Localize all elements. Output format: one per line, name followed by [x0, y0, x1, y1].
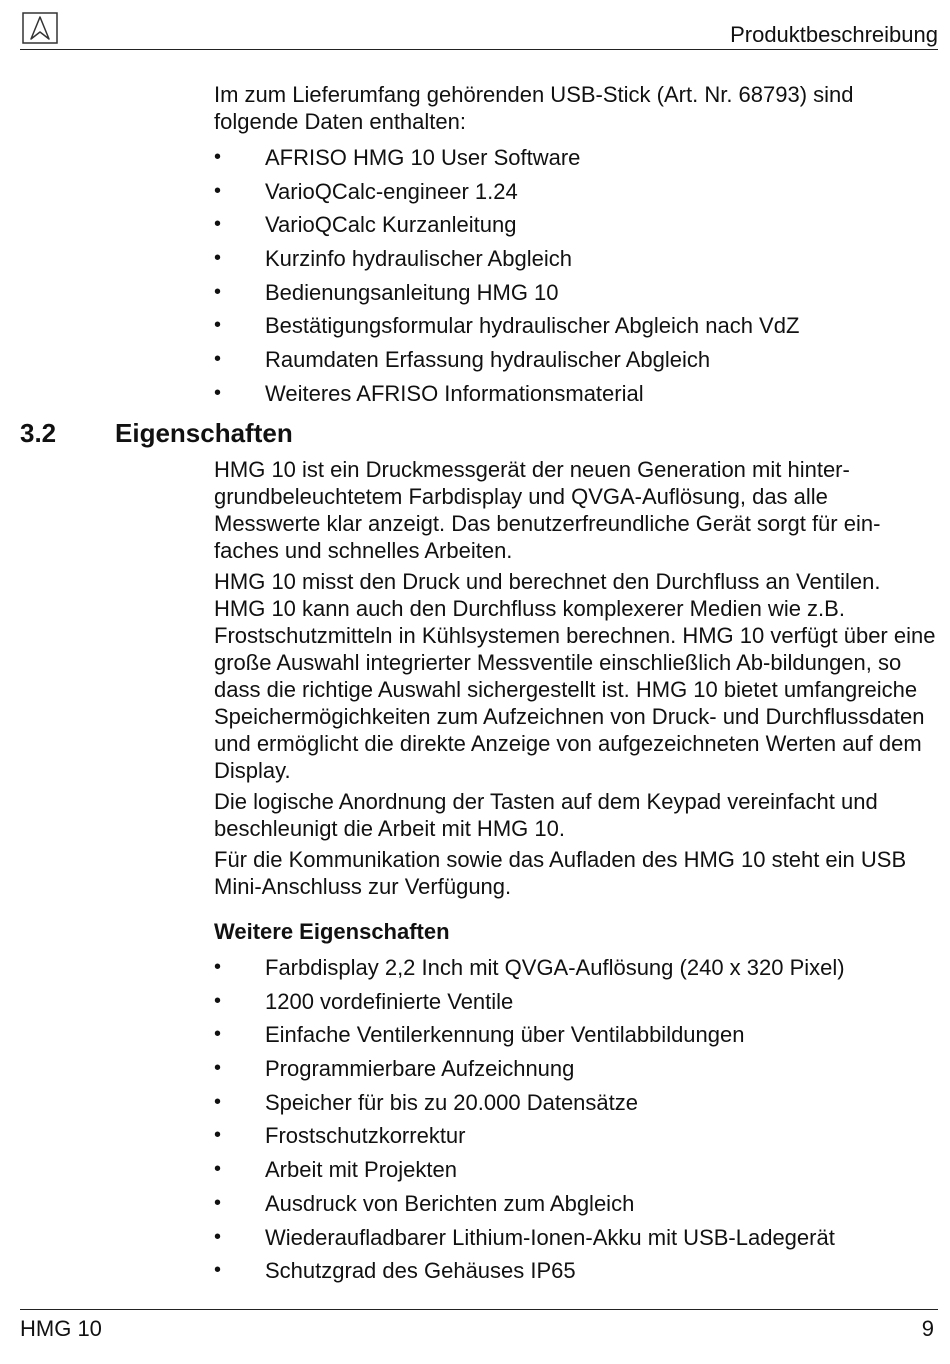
subheading: Weitere Eigenschaften [214, 919, 450, 944]
afriso-logo-icon [22, 12, 58, 44]
list-item: • Weiteres AFRISO Informationsmaterial [214, 377, 936, 411]
list-item: • Einfache Ventilerkennung über Ventilabbildungen [214, 1018, 936, 1052]
list-item: • Kurzinfo hydraulischer Abgleich [214, 242, 936, 276]
header-divider [20, 49, 938, 50]
body-paragraph: Die logische Anordnung der Tasten auf dem Keypad vereinfacht und beschleunigt die Arbeit mit HMG 10. [214, 789, 878, 841]
features-list [214, 951, 936, 1288]
list-item: • Wiederaufladbarer Lithium-Ionen-Akku mit USB-Ladegerät [214, 1221, 936, 1255]
page-number: 9 [921, 1316, 934, 1341]
list-item: • Farbdisplay 2,2 Inch mit QVGA-Auflösung (240 x 320 Pixel) [214, 951, 936, 985]
list-item: • VarioQCalc Kurzanleitung [214, 208, 936, 242]
body-paragraph: HMG 10 misst den Druck und berechnet den Durchfluss an Ventilen. HMG 10 kann auch den Durchfluss komplexerer Medien wie z.B. Frostschutzmitteln in Kühlsystemen berechnen. HMG 10 verfügt über eine große Auswahl integrierter Messventile einschließlich Ab-bildungen, so dass die richtige Auswahl sichergestellt ist. HMG 10 bietet umfangreiche Speichermögichkeiten zum Aufzeichnen von Druck- und Durchflussdaten und ermöglicht die direkte Anzeige von aufgezeichneten Werten auf dem Display. [214, 569, 936, 783]
included-data-list [214, 141, 936, 411]
footer-divider [20, 1309, 938, 1310]
list-item: • Programmierbare Aufzeichnung [214, 1052, 936, 1086]
body-paragraph: Für die Kommunikation sowie das Aufladen des HMG 10 steht ein USB Mini-Anschluss zur Verfügung. [214, 847, 907, 899]
list-item: • Schutzgrad des Gehäuses IP65 [214, 1254, 936, 1288]
list-item: • Arbeit mit Projekten [214, 1153, 936, 1187]
header-title: Produktbeschreibung [730, 22, 938, 47]
section-heading [20, 418, 293, 449]
list-item: • Ausdruck von Berichten zum Abgleich [214, 1187, 936, 1221]
list-item: • VarioQCalc-engineer 1.24 [214, 175, 936, 209]
list-item: • Speicher für bis zu 20.000 Datensätze [214, 1086, 936, 1120]
section-number: 3.2 [20, 418, 57, 448]
intro-block [214, 81, 936, 411]
list-item: • AFRISO HMG 10 User Software [214, 141, 936, 175]
list-item: • Raumdaten Erfassung hydraulischer Abgleich [214, 343, 936, 377]
section-title: Eigenschaften [115, 418, 293, 448]
list-item: • Frostschutzkorrektur [214, 1119, 936, 1153]
list-item: • Bestätigungsformular hydraulischer Abgleich nach VdZ [214, 309, 936, 343]
footer-product: HMG 10 [20, 1316, 102, 1341]
body-paragraph: HMG 10 ist ein Druckmessgerät der neuen Generation mit hinter-grundbeleuchtetem Farbdisplay und QVGA-Auflösung, das alle Messwerte klar anzeigt. Das benutzerfreundliche Gerät sorgt für ein-faches und schnelles Arbeiten. [214, 457, 881, 563]
intro-paragraph: Im zum Lieferumfang gehörenden USB-Stick (Art. Nr. 68793) sind folgende Daten enthalten: [214, 82, 854, 134]
list-item: • 1200 vordefinierte Ventile [214, 985, 936, 1019]
list-item: • Bedienungsanleitung HMG 10 [214, 276, 936, 310]
section-body [214, 456, 936, 1288]
